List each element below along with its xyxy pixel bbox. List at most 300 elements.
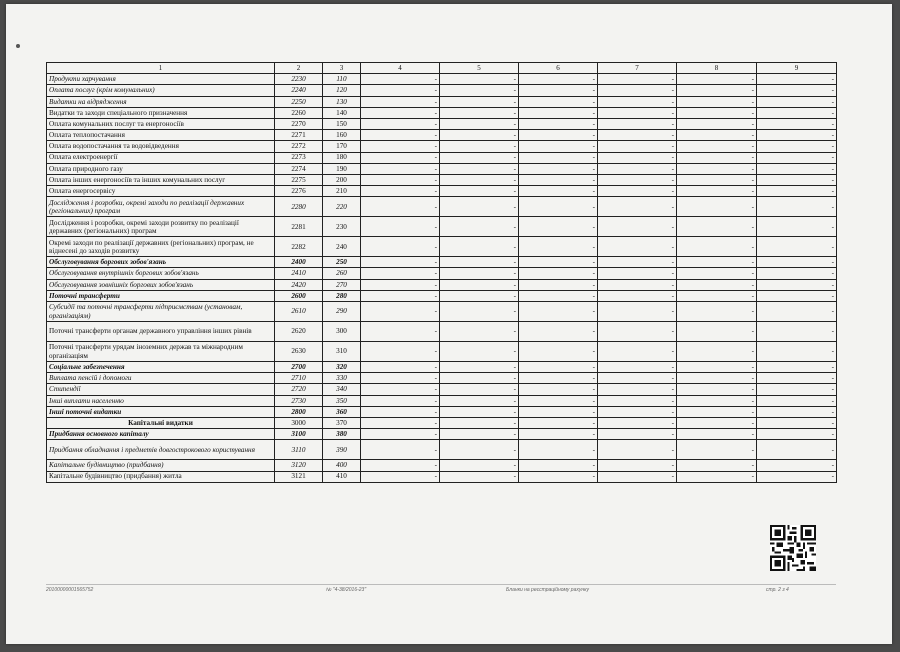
- row-line-code: 220: [323, 197, 361, 217]
- row-kekv-code: 2282: [275, 237, 323, 257]
- row-value-cell: -: [598, 290, 677, 301]
- column-header: 9: [757, 63, 837, 74]
- row-value-cell: -: [519, 440, 598, 460]
- row-label: Оплата природного газу: [47, 163, 275, 174]
- row-value-cell: -: [519, 74, 598, 85]
- table-row: [47, 107, 837, 118]
- row-value-cell: -: [757, 373, 837, 384]
- table-row: [47, 290, 837, 301]
- row-label: Капітальне будівництво (придбання) житла: [47, 471, 275, 482]
- row-value-cell: -: [598, 257, 677, 268]
- row-value-cell: -: [598, 217, 677, 237]
- row-value-cell: -: [677, 395, 757, 406]
- row-value-cell: -: [677, 130, 757, 141]
- row-value-cell: -: [361, 141, 440, 152]
- row-value-cell: -: [440, 362, 519, 373]
- row-value-cell: -: [757, 118, 837, 129]
- row-label: Соціальне забезпечення: [47, 362, 275, 373]
- row-value-cell: -: [519, 197, 598, 217]
- table-row: [47, 74, 837, 85]
- row-value-cell: -: [757, 342, 837, 362]
- row-value-cell: -: [361, 118, 440, 129]
- row-value-cell: -: [361, 373, 440, 384]
- row-value-cell: -: [677, 290, 757, 301]
- row-value-cell: -: [519, 302, 598, 322]
- row-value-cell: -: [677, 85, 757, 96]
- row-value-cell: -: [598, 460, 677, 471]
- column-header: 3: [323, 63, 361, 74]
- row-kekv-code: 2620: [275, 322, 323, 342]
- table-row: [47, 197, 837, 217]
- row-line-code: 110: [323, 74, 361, 85]
- row-value-cell: -: [519, 163, 598, 174]
- row-value-cell: -: [361, 217, 440, 237]
- table-row: [47, 440, 837, 460]
- row-value-cell: -: [361, 384, 440, 395]
- row-value-cell: -: [757, 471, 837, 482]
- row-value-cell: -: [677, 186, 757, 197]
- row-value-cell: -: [677, 217, 757, 237]
- row-label: Обслуговування внутрішніх боргових зобов'язань: [47, 268, 275, 279]
- table-row: [47, 302, 837, 322]
- header-row: [47, 63, 837, 74]
- table-row: [47, 429, 837, 440]
- row-value-cell: -: [598, 130, 677, 141]
- table-row: [47, 96, 837, 107]
- row-value-cell: -: [361, 460, 440, 471]
- row-label: Видатки та заходи спеціального призначення: [47, 107, 275, 118]
- row-line-code: 190: [323, 163, 361, 174]
- row-value-cell: -: [757, 96, 837, 107]
- table-row: [47, 417, 837, 428]
- row-value-cell: -: [440, 279, 519, 290]
- row-value-cell: -: [361, 322, 440, 342]
- row-value-cell: -: [440, 152, 519, 163]
- row-kekv-code: 3100: [275, 429, 323, 440]
- row-line-code: 200: [323, 174, 361, 185]
- row-value-cell: -: [361, 85, 440, 96]
- row-value-cell: -: [361, 257, 440, 268]
- row-label: Капітальні видатки: [47, 417, 275, 428]
- row-value-cell: -: [519, 107, 598, 118]
- row-kekv-code: 2273: [275, 152, 323, 163]
- row-line-code: 270: [323, 279, 361, 290]
- table-row: [47, 118, 837, 129]
- row-value-cell: -: [361, 471, 440, 482]
- row-value-cell: -: [677, 429, 757, 440]
- row-value-cell: -: [677, 268, 757, 279]
- row-value-cell: -: [677, 362, 757, 373]
- table-row: [47, 186, 837, 197]
- row-value-cell: -: [440, 237, 519, 257]
- row-value-cell: -: [519, 141, 598, 152]
- row-value-cell: -: [519, 384, 598, 395]
- footer-divider: [46, 584, 836, 585]
- row-value-cell: -: [757, 279, 837, 290]
- table-row: [47, 85, 837, 96]
- document-page: [6, 4, 892, 644]
- row-line-code: 160: [323, 130, 361, 141]
- row-value-cell: -: [440, 460, 519, 471]
- row-value-cell: -: [677, 163, 757, 174]
- row-kekv-code: 2275: [275, 174, 323, 185]
- row-value-cell: -: [361, 302, 440, 322]
- row-value-cell: -: [598, 141, 677, 152]
- row-value-cell: -: [757, 290, 837, 301]
- row-label: Обслуговування боргових зобов'язань: [47, 257, 275, 268]
- row-value-cell: -: [440, 85, 519, 96]
- row-kekv-code: 2610: [275, 302, 323, 322]
- row-label: Придбання обладнання і предметів довгострокового користування: [47, 440, 275, 460]
- row-value-cell: -: [519, 118, 598, 129]
- row-value-cell: -: [598, 373, 677, 384]
- row-label: Видатки на відрядження: [47, 96, 275, 107]
- table-row: [47, 268, 837, 279]
- row-label: Придбання основного капіталу: [47, 429, 275, 440]
- row-value-cell: -: [598, 471, 677, 482]
- row-value-cell: -: [677, 197, 757, 217]
- row-kekv-code: 2272: [275, 141, 323, 152]
- row-value-cell: -: [519, 130, 598, 141]
- row-value-cell: -: [519, 395, 598, 406]
- row-kekv-code: 2700: [275, 362, 323, 373]
- row-value-cell: -: [757, 406, 837, 417]
- footer-form-note: Бланки на реєстраційному рахунку: [506, 587, 589, 593]
- row-value-cell: -: [757, 268, 837, 279]
- table-row: [47, 217, 837, 237]
- row-value-cell: -: [361, 96, 440, 107]
- row-value-cell: -: [440, 141, 519, 152]
- row-kekv-code: 2260: [275, 107, 323, 118]
- table-row: [47, 342, 837, 362]
- row-kekv-code: 3120: [275, 460, 323, 471]
- row-line-code: 250: [323, 257, 361, 268]
- row-value-cell: -: [440, 174, 519, 185]
- row-label: Дослідження і розробки, окремі заходи по реалізації державних (регіональних) програм: [47, 197, 275, 217]
- row-value-cell: -: [757, 460, 837, 471]
- row-value-cell: -: [361, 406, 440, 417]
- row-value-cell: -: [361, 152, 440, 163]
- row-label: Дослідження і розробки, окремі заходи розвитку по реалізації державних (регіональних) програм: [47, 217, 275, 237]
- row-value-cell: -: [598, 406, 677, 417]
- row-value-cell: -: [598, 186, 677, 197]
- table-row: [47, 141, 837, 152]
- row-value-cell: -: [519, 417, 598, 428]
- row-value-cell: -: [598, 152, 677, 163]
- row-value-cell: -: [598, 322, 677, 342]
- row-value-cell: -: [598, 362, 677, 373]
- row-value-cell: -: [677, 322, 757, 342]
- row-value-cell: -: [757, 107, 837, 118]
- row-value-cell: -: [598, 118, 677, 129]
- row-value-cell: -: [440, 257, 519, 268]
- row-value-cell: -: [440, 186, 519, 197]
- row-value-cell: -: [519, 362, 598, 373]
- expenditure-table: [46, 62, 837, 483]
- row-line-code: 210: [323, 186, 361, 197]
- table-row: [47, 384, 837, 395]
- row-kekv-code: 2274: [275, 163, 323, 174]
- row-kekv-code: 2240: [275, 85, 323, 96]
- row-value-cell: -: [677, 118, 757, 129]
- row-value-cell: -: [757, 440, 837, 460]
- row-kekv-code: 2230: [275, 74, 323, 85]
- row-line-code: 390: [323, 440, 361, 460]
- row-value-cell: -: [677, 257, 757, 268]
- row-value-cell: -: [361, 429, 440, 440]
- row-value-cell: -: [440, 406, 519, 417]
- row-value-cell: -: [598, 85, 677, 96]
- row-kekv-code: 2420: [275, 279, 323, 290]
- row-line-code: 180: [323, 152, 361, 163]
- table-row: [47, 362, 837, 373]
- row-line-code: 140: [323, 107, 361, 118]
- row-value-cell: -: [677, 74, 757, 85]
- row-value-cell: -: [519, 322, 598, 342]
- table-row: [47, 279, 837, 290]
- row-kekv-code: 3110: [275, 440, 323, 460]
- row-label: Оплата водопостачання та водовідведення: [47, 141, 275, 152]
- row-value-cell: -: [757, 237, 837, 257]
- row-value-cell: -: [361, 417, 440, 428]
- table-row: [47, 257, 837, 268]
- row-kekv-code: 2250: [275, 96, 323, 107]
- row-value-cell: -: [677, 279, 757, 290]
- row-value-cell: -: [519, 342, 598, 362]
- row-value-cell: -: [757, 257, 837, 268]
- column-header: 8: [677, 63, 757, 74]
- row-line-code: 350: [323, 395, 361, 406]
- row-line-code: 120: [323, 85, 361, 96]
- row-value-cell: -: [677, 237, 757, 257]
- column-header: 2: [275, 63, 323, 74]
- row-value-cell: -: [440, 302, 519, 322]
- row-line-code: 400: [323, 460, 361, 471]
- row-value-cell: -: [440, 373, 519, 384]
- row-kekv-code: 2600: [275, 290, 323, 301]
- row-value-cell: -: [598, 429, 677, 440]
- row-value-cell: -: [598, 107, 677, 118]
- row-line-code: 240: [323, 237, 361, 257]
- row-kekv-code: 2720: [275, 384, 323, 395]
- row-value-cell: -: [757, 302, 837, 322]
- row-kekv-code: 2271: [275, 130, 323, 141]
- row-line-code: 320: [323, 362, 361, 373]
- row-kekv-code: 2710: [275, 373, 323, 384]
- row-label: Оплата комунальних послуг та енергоносіїв: [47, 118, 275, 129]
- row-kekv-code: 2281: [275, 217, 323, 237]
- row-value-cell: -: [361, 362, 440, 373]
- table-row: [47, 237, 837, 257]
- row-value-cell: -: [519, 152, 598, 163]
- row-value-cell: -: [440, 268, 519, 279]
- row-value-cell: -: [440, 107, 519, 118]
- row-value-cell: -: [598, 237, 677, 257]
- row-line-code: 290: [323, 302, 361, 322]
- row-line-code: 410: [323, 471, 361, 482]
- row-line-code: 130: [323, 96, 361, 107]
- row-value-cell: -: [598, 279, 677, 290]
- row-value-cell: -: [519, 429, 598, 440]
- row-value-cell: -: [598, 174, 677, 185]
- table-row: [47, 406, 837, 417]
- row-label: Оплата послуг (крім комунальних): [47, 85, 275, 96]
- row-line-code: 150: [323, 118, 361, 129]
- table-row: [47, 373, 837, 384]
- footer-form-number: № "4-38/2016-23": [326, 587, 367, 593]
- row-value-cell: -: [677, 174, 757, 185]
- row-value-cell: -: [440, 118, 519, 129]
- row-value-cell: -: [519, 257, 598, 268]
- row-kekv-code: 2630: [275, 342, 323, 362]
- row-label: Обслуговування зовнішніх боргових зобов'язань: [47, 279, 275, 290]
- row-kekv-code: 2400: [275, 257, 323, 268]
- row-value-cell: -: [361, 130, 440, 141]
- row-value-cell: -: [440, 395, 519, 406]
- row-value-cell: -: [677, 471, 757, 482]
- row-value-cell: -: [519, 174, 598, 185]
- row-value-cell: -: [757, 197, 837, 217]
- row-label: Поточні трансферти урядам іноземних держав та міжнародним організаціям: [47, 342, 275, 362]
- row-value-cell: -: [757, 174, 837, 185]
- row-value-cell: -: [361, 74, 440, 85]
- footer-document-number: 20100000001565752: [46, 587, 94, 593]
- row-value-cell: -: [757, 163, 837, 174]
- row-value-cell: -: [361, 440, 440, 460]
- row-value-cell: -: [757, 417, 837, 428]
- row-value-cell: -: [598, 302, 677, 322]
- row-value-cell: -: [598, 440, 677, 460]
- row-label: Продукти харчування: [47, 74, 275, 85]
- row-value-cell: -: [519, 186, 598, 197]
- row-value-cell: -: [598, 74, 677, 85]
- row-kekv-code: 3000: [275, 417, 323, 428]
- row-value-cell: -: [519, 460, 598, 471]
- row-value-cell: -: [677, 141, 757, 152]
- row-value-cell: -: [361, 107, 440, 118]
- row-value-cell: -: [440, 417, 519, 428]
- scan-speck: [16, 44, 20, 48]
- row-label: Інші поточні видатки: [47, 406, 275, 417]
- row-value-cell: -: [598, 268, 677, 279]
- row-value-cell: -: [440, 197, 519, 217]
- row-value-cell: -: [677, 342, 757, 362]
- table-body: [47, 74, 837, 483]
- column-header: 4: [361, 63, 440, 74]
- row-value-cell: -: [677, 302, 757, 322]
- row-value-cell: -: [757, 395, 837, 406]
- table-row: [47, 163, 837, 174]
- row-value-cell: -: [519, 406, 598, 417]
- row-kekv-code: 2270: [275, 118, 323, 129]
- row-value-cell: -: [677, 373, 757, 384]
- row-line-code: 280: [323, 290, 361, 301]
- row-value-cell: -: [757, 217, 837, 237]
- row-label: Поточні трансферти органам державного управління інших рівнів: [47, 322, 275, 342]
- row-line-code: 370: [323, 417, 361, 428]
- row-kekv-code: 3121: [275, 471, 323, 482]
- row-value-cell: -: [677, 440, 757, 460]
- row-value-cell: -: [677, 152, 757, 163]
- row-label: Стипендії: [47, 384, 275, 395]
- row-value-cell: -: [440, 384, 519, 395]
- table-row: [47, 130, 837, 141]
- row-value-cell: -: [361, 395, 440, 406]
- row-value-cell: -: [440, 96, 519, 107]
- row-value-cell: -: [677, 460, 757, 471]
- row-label: Оплата енергосервісу: [47, 186, 275, 197]
- row-value-cell: -: [757, 152, 837, 163]
- row-value-cell: -: [757, 186, 837, 197]
- row-value-cell: -: [757, 384, 837, 395]
- row-label: Інші виплати населенню: [47, 395, 275, 406]
- row-value-cell: -: [519, 268, 598, 279]
- row-value-cell: -: [440, 471, 519, 482]
- row-label: Субсидії та поточні трансферти підприємствам (установам, організаціям): [47, 302, 275, 322]
- row-value-cell: -: [677, 417, 757, 428]
- row-value-cell: -: [598, 197, 677, 217]
- row-value-cell: -: [677, 107, 757, 118]
- row-value-cell: -: [519, 85, 598, 96]
- row-value-cell: -: [361, 163, 440, 174]
- row-kekv-code: 2276: [275, 186, 323, 197]
- row-label: Оплата інших енергоносіїв та інших комунальних послуг: [47, 174, 275, 185]
- table-row: [47, 152, 837, 163]
- row-value-cell: -: [677, 406, 757, 417]
- row-label: Оплата електроенергії: [47, 152, 275, 163]
- row-value-cell: -: [440, 290, 519, 301]
- row-value-cell: -: [519, 373, 598, 384]
- table-row: [47, 395, 837, 406]
- row-value-cell: -: [440, 342, 519, 362]
- row-line-code: 310: [323, 342, 361, 362]
- row-value-cell: -: [757, 322, 837, 342]
- row-label: Поточні трансферти: [47, 290, 275, 301]
- row-kekv-code: 2730: [275, 395, 323, 406]
- row-value-cell: -: [440, 217, 519, 237]
- table-row: [47, 174, 837, 185]
- row-value-cell: -: [361, 197, 440, 217]
- row-kekv-code: 2410: [275, 268, 323, 279]
- row-label: Капітальне будівництво (придбання): [47, 460, 275, 471]
- row-line-code: 300: [323, 322, 361, 342]
- row-line-code: 330: [323, 373, 361, 384]
- row-value-cell: -: [598, 342, 677, 362]
- row-value-cell: -: [757, 85, 837, 96]
- footer-page-number: стр. 2 з 4: [766, 587, 789, 593]
- row-value-cell: -: [361, 290, 440, 301]
- row-value-cell: -: [519, 217, 598, 237]
- row-label: Оплата теплопостачання: [47, 130, 275, 141]
- row-value-cell: -: [598, 395, 677, 406]
- row-value-cell: -: [361, 174, 440, 185]
- row-line-code: 380: [323, 429, 361, 440]
- column-header: 7: [598, 63, 677, 74]
- row-value-cell: -: [598, 163, 677, 174]
- row-value-cell: -: [361, 279, 440, 290]
- row-value-cell: -: [598, 96, 677, 107]
- row-value-cell: -: [757, 74, 837, 85]
- row-value-cell: -: [519, 290, 598, 301]
- row-value-cell: -: [677, 384, 757, 395]
- row-value-cell: -: [361, 237, 440, 257]
- row-kekv-code: 2280: [275, 197, 323, 217]
- row-value-cell: -: [519, 96, 598, 107]
- row-value-cell: -: [519, 237, 598, 257]
- row-value-cell: -: [598, 417, 677, 428]
- row-value-cell: -: [440, 130, 519, 141]
- row-value-cell: -: [519, 279, 598, 290]
